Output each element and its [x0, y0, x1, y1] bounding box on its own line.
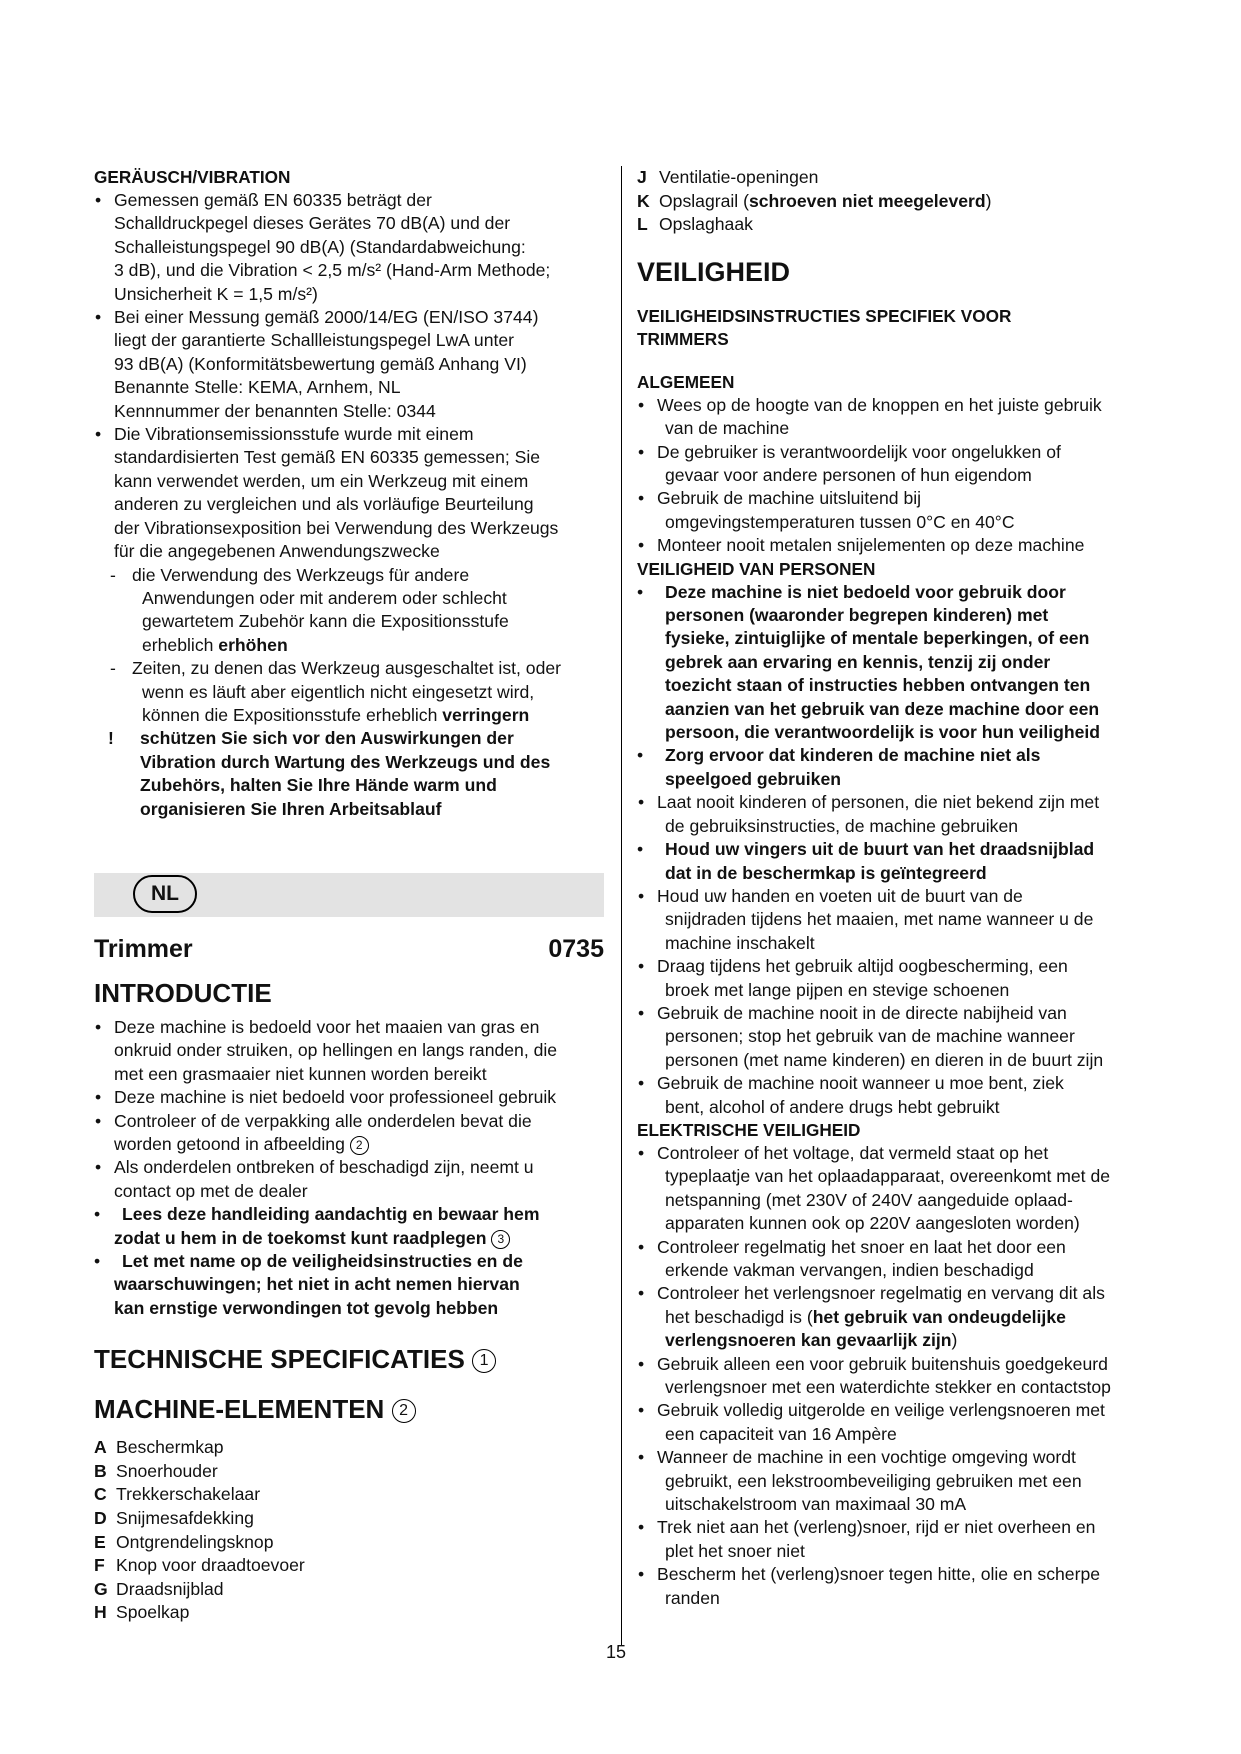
list-item: G Draadsnijblad	[94, 1578, 224, 1599]
right-column	[637, 166, 1157, 1610]
parts-list	[94, 1436, 604, 1625]
list-item: • Controleer of de verpakking alle onderdelen bevat die worden getoond in afbeelding 2	[94, 1110, 604, 1157]
list-item: • Wanneer de machine in een vochtige omgeving wordt gebruikt, een lekstroombeveiliging gebruiken met een uitschakelstroom van maximaal 30 mA	[637, 1446, 1157, 1516]
list-item: • Zorg ervoor dat kinderen de machine niet als speelgoed gebruiken	[637, 744, 1157, 791]
exclamation-icon: !	[108, 728, 114, 749]
list-item: • Bei einer Messung gemäß 2000/14/EG (EN/ISO 3744) liegt der garantierte Schallleistungspegel LwA unter 93 dB(A) (Konformitätsbewertung gemäß Anhang VI) Benannte Stelle: KEMA, Arnhem, NL Kennnummer der benannten Stelle: 0344	[94, 306, 604, 423]
electrical-heading: ELEKTRISCHE VEILIGHEID	[637, 1119, 861, 1140]
list-item: • Deze machine is bedoeld voor het maaien van gras en onkruid onder struiken, op hellingen en langs randen, die met een grasmaaier niet kunnen worden bereikt	[94, 1016, 604, 1086]
list-item: • Draag tijdens het gebruik altijd oogbescherming, een broek met lange pijpen en stevige schoenen	[637, 955, 1157, 1002]
list-item: H Spoelkap	[94, 1602, 190, 1623]
list-item: B Snoerhouder	[94, 1460, 218, 1481]
persons-list	[637, 581, 1157, 1119]
figure-ref-3: 3	[491, 1230, 510, 1249]
column-divider	[621, 166, 622, 1646]
noise-list	[94, 189, 604, 564]
noise-heading: GERÄUSCH/VIBRATION	[94, 167, 291, 187]
sub-item: - Zeiten, zu denen das Werkzeug ausgeschaltet ist, oder wenn es läuft aber eigentlich nicht eingesetzt wird, können die Expositionsstufe erheblich verringern	[110, 658, 562, 725]
figure-ref-2: 2	[392, 1399, 416, 1423]
product-name: Trimmer	[94, 935, 193, 963]
figure-ref-2: 2	[350, 1136, 369, 1155]
list-item: • Als onderdelen ontbreken of beschadigd zijn, neemt u contact op met de dealer	[94, 1156, 604, 1203]
machine-elements-heading: MACHINE-ELEMENTEN 2	[94, 1392, 604, 1426]
list-item: F Knop voor draadtoevoer	[94, 1555, 305, 1576]
list-item: • Wees op de hoogte van de knoppen en het juiste gebruik van de machine	[637, 394, 1157, 441]
list-item: • Monteer nooit metalen snijelementen op deze machine	[637, 534, 1157, 557]
list-item: • Let met name op de veiligheidsinstructies en de waarschuwingen; het niet in acht nemen hiervan kan ernstige verwondingen tot gevolg hebben	[94, 1250, 604, 1320]
list-item: C Trekkerschakelaar	[94, 1484, 261, 1505]
list-item: E Ontgrendelingsknop	[94, 1531, 274, 1552]
persons-heading: VEILIGHEID VAN PERSONEN	[637, 558, 876, 579]
list-item: • Controleer regelmatig het snoer en laat het door een erkende vakman vervangen, indien beschadigd	[637, 1236, 1157, 1283]
safety-heading: VEILIGHEID	[637, 256, 791, 287]
intro-heading: INTRODUCTIE	[94, 978, 272, 1008]
parts-list-continued	[637, 166, 1157, 237]
list-item: L Opslaghaak	[637, 214, 753, 235]
list-item: • Houd uw vingers uit de buurt van het draadsnijblad dat in de beschermkap is geïntegreerd	[637, 838, 1157, 885]
list-item: • Bescherm het (verleng)snoer tegen hitte, olie en scherpe randen	[637, 1563, 1157, 1610]
figure-ref-1: 1	[472, 1349, 496, 1373]
list-item: K Opslagrail (schroeven niet meegeleverd)	[637, 190, 992, 211]
model-number: 0735	[548, 935, 604, 963]
page-number: 15	[606, 1642, 627, 1662]
list-item: • De gebruiker is verantwoordelijk voor ongelukken of gevaar voor andere personen of hun eigendom	[637, 441, 1157, 488]
list-item: • Lees deze handleiding aandachtig en bewaar hem zodat u hem in de toekomst kunt raadplegen 3	[94, 1203, 604, 1250]
warning-note: ! schützen Sie sich vor den Auswirkungen der Vibration durch Wartung des Werkzeugs und des Zubehörs, halten Sie Ihre Hände warm und organisieren Sie Ihren Arbeitsablauf	[108, 728, 551, 819]
intro-section	[94, 976, 604, 1625]
list-item: • Controleer het verlengsnoer regelmatig en vervang dit als het beschadigd is (het gebruik van ondeugdelijke verlengsnoeren kan gevaarlijk zijn)	[637, 1282, 1157, 1352]
sub-item: - die Verwendung des Werkzeugs für andere Anwendungen oder mit anderem oder schlecht gewartetem Zubehör kann die Expositionsstufe erheblich erhöhen	[110, 564, 509, 655]
left-column	[94, 166, 604, 821]
list-item: • Trek niet aan het (verleng)snoer, rijd er niet overheen en plet het snoer niet	[637, 1516, 1157, 1563]
language-badge: NL	[133, 875, 197, 913]
list-item: • Houd uw handen en voeten uit de buurt van de snijdraden tijdens het maaien, met name wanneer u de machine inschakelt	[637, 885, 1157, 955]
list-item: • Deze machine is niet bedoeld voor gebruik door personen (waaronder begrepen kinderen) met fysieke, zintuiglijke of mentale beperkingen, of een gebrek aan ervaring en kennis, tenzij zij onder toezicht staan of instructies hebben ontvangen ten aanzien van het gebruik van deze machine door een persoon, die verantwoordelijk is voor hun veiligheid	[637, 581, 1157, 745]
list-item: A Beschermkap	[94, 1437, 224, 1458]
electrical-list	[637, 1142, 1157, 1610]
product-title-row	[94, 934, 604, 964]
general-list	[637, 394, 1157, 558]
list-item: • Gemessen gemäß EN 60335 beträgt der Schalldruckpegel dieses Gerätes 70 dB(A) und der Schalleistungspegel 90 dB(A) (Standardabweichung: 3 dB), und die Vibration < 2,5 m/s² (Hand-Arm Methode; Unsicherheit K = 1,5 m/s²)	[94, 189, 604, 306]
list-item: • Laat nooit kinderen of personen, die niet bekend zijn met de gebruiksinstructies, de machine gebruiken	[637, 791, 1157, 838]
list-item: • Gebruik alleen een voor gebruik buitenshuis goedgekeurd verlengsnoer met een waterdichte stekker en contactstop	[637, 1353, 1157, 1400]
list-item: • Deze machine is niet bedoeld voor professioneel gebruik	[94, 1086, 604, 1109]
specific-safety-heading: VEILIGHEIDSINSTRUCTIES SPECIFIEK VOOR TRIMMERS	[637, 305, 1012, 349]
list-item: • Die Vibrationsemissionsstufe wurde mit einem standardisierten Test gemäß EN 60335 gemessen; Sie kann verwendet werden, um ein Werkzeug mit einem anderen zu vergleichen und als vorläufige Beurteilung der Vibrationsexposition bei Verwendung des Werkzeugs für die angegebenen Anwendungszwecke	[94, 423, 604, 563]
tech-spec-heading: TECHNISCHE SPECIFICATIES 1	[94, 1342, 604, 1376]
intro-list	[94, 1016, 604, 1320]
list-item: J Ventilatie-openingen	[637, 167, 819, 187]
list-item: D Snijmesafdekking	[94, 1508, 254, 1529]
list-item: • Gebruik de machine nooit wanneer u moe bent, ziek bent, alcohol of andere drugs hebt gebruikt	[637, 1072, 1157, 1119]
general-heading: ALGEMEEN	[637, 371, 735, 392]
list-item: • Gebruik de machine uitsluitend bij omgevingstemperaturen tussen 0°C en 40°C	[637, 487, 1157, 534]
list-item: • Gebruik de machine nooit in de directe nabijheid van personen; stop het gebruik van de machine wanneer personen (met name kinderen) en dieren in de buurt zijn	[637, 1002, 1157, 1072]
list-item: • Gebruik volledig uitgerolde en veilige verlengsnoeren met een capaciteit van 16 Ampère	[637, 1399, 1157, 1446]
list-item: • Controleer of het voltage, dat vermeld staat op het typeplaatje van het oplaadapparaat, overeenkomt met de netspanning (met 230V of 240V aangeduide oplaad- apparaten kunnen ook op 220V aangesloten worden)	[637, 1142, 1157, 1236]
